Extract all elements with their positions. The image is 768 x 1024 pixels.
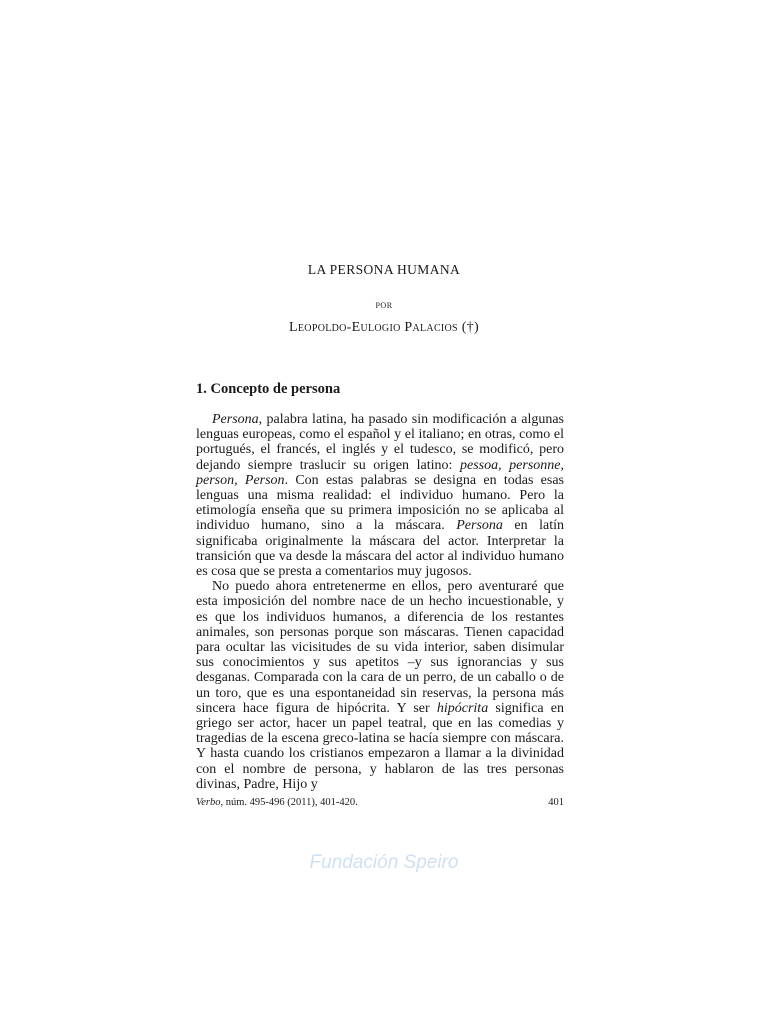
body-text <box>196 412 564 792</box>
section-heading: 1. Concepto de persona <box>196 381 341 397</box>
watermark: Fundación Speiro <box>309 852 459 873</box>
citation-details: , núm. 495-496 (2011), 401-420. <box>220 797 358 808</box>
journal-name: Verbo <box>196 797 221 808</box>
paragraph-segment: Persona <box>212 412 259 427</box>
paragraph-segment: significa en griego ser actor, hacer un papel teatral, que en las comedias y tragedias de la escena greco-latina se hacía siempre con máscara. Y hasta cuando los cristianos empezaron a llamar a la divinidad con el nombre de persona, y hablaron de las tres personas divinas, Padre, Hijo y <box>196 700 564 792</box>
paragraph-segment: , palabra latina, ha pasado sin modificación a algunas lenguas europeas, como el español y el italiano; en otras, como el portugués, el francés, el inglés y el tudesco, se modificó, pero dejando siempre traslucir su origen latino: <box>196 412 564 473</box>
paragraph-1 <box>196 412 564 579</box>
paragraph-segment: hipócrita <box>436 700 489 716</box>
page-number: 401 <box>548 797 564 808</box>
paragraph-2 <box>196 579 564 792</box>
paragraph-segment: . Con estas palabras se designa en todas esas lenguas una misma realidad: el individuo humano. Pero la etimología enseña que su primera imposición no se aplicaba al individuo humano, sino a la máscara. <box>196 472 564 534</box>
paragraph-segment: No puedo ahora entretenerme en ellos, pero aventuraré que esta imposición del nombre nace de un hecho incuestionable, y es que los individuos humanos, a diferencia de los restantes animales, son personas porque son máscaras. Tienen capacidad para ocultar las vicisitudes de su vida interior, saben disimular sus conocimientos y sus apetitos –y sus ignorancias y sus desganas. Comparada con la cara de un perro, de un caballo o de un toro, que es una espontaneidad sin reservas, la persona más sincera hace figura de hipócrita. Y ser <box>196 579 564 716</box>
author-name: Leopoldo-Eulogio Palacios (†) <box>289 320 479 335</box>
by-label: POR <box>375 301 393 310</box>
paragraph-segment: en latín significaba originalmente la máscara del actor. Interpretar la transición que va desde la máscara del actor al individuo humano es cosa que se presta a comentarios muy jugosos. <box>196 518 564 580</box>
paragraph-segment: Persona <box>456 518 503 534</box>
article-title: LA PERSONA HUMANA <box>307 262 461 277</box>
footer-citation <box>196 797 358 808</box>
paragraph-segment: pessoa, personne, person, Person <box>196 457 564 488</box>
